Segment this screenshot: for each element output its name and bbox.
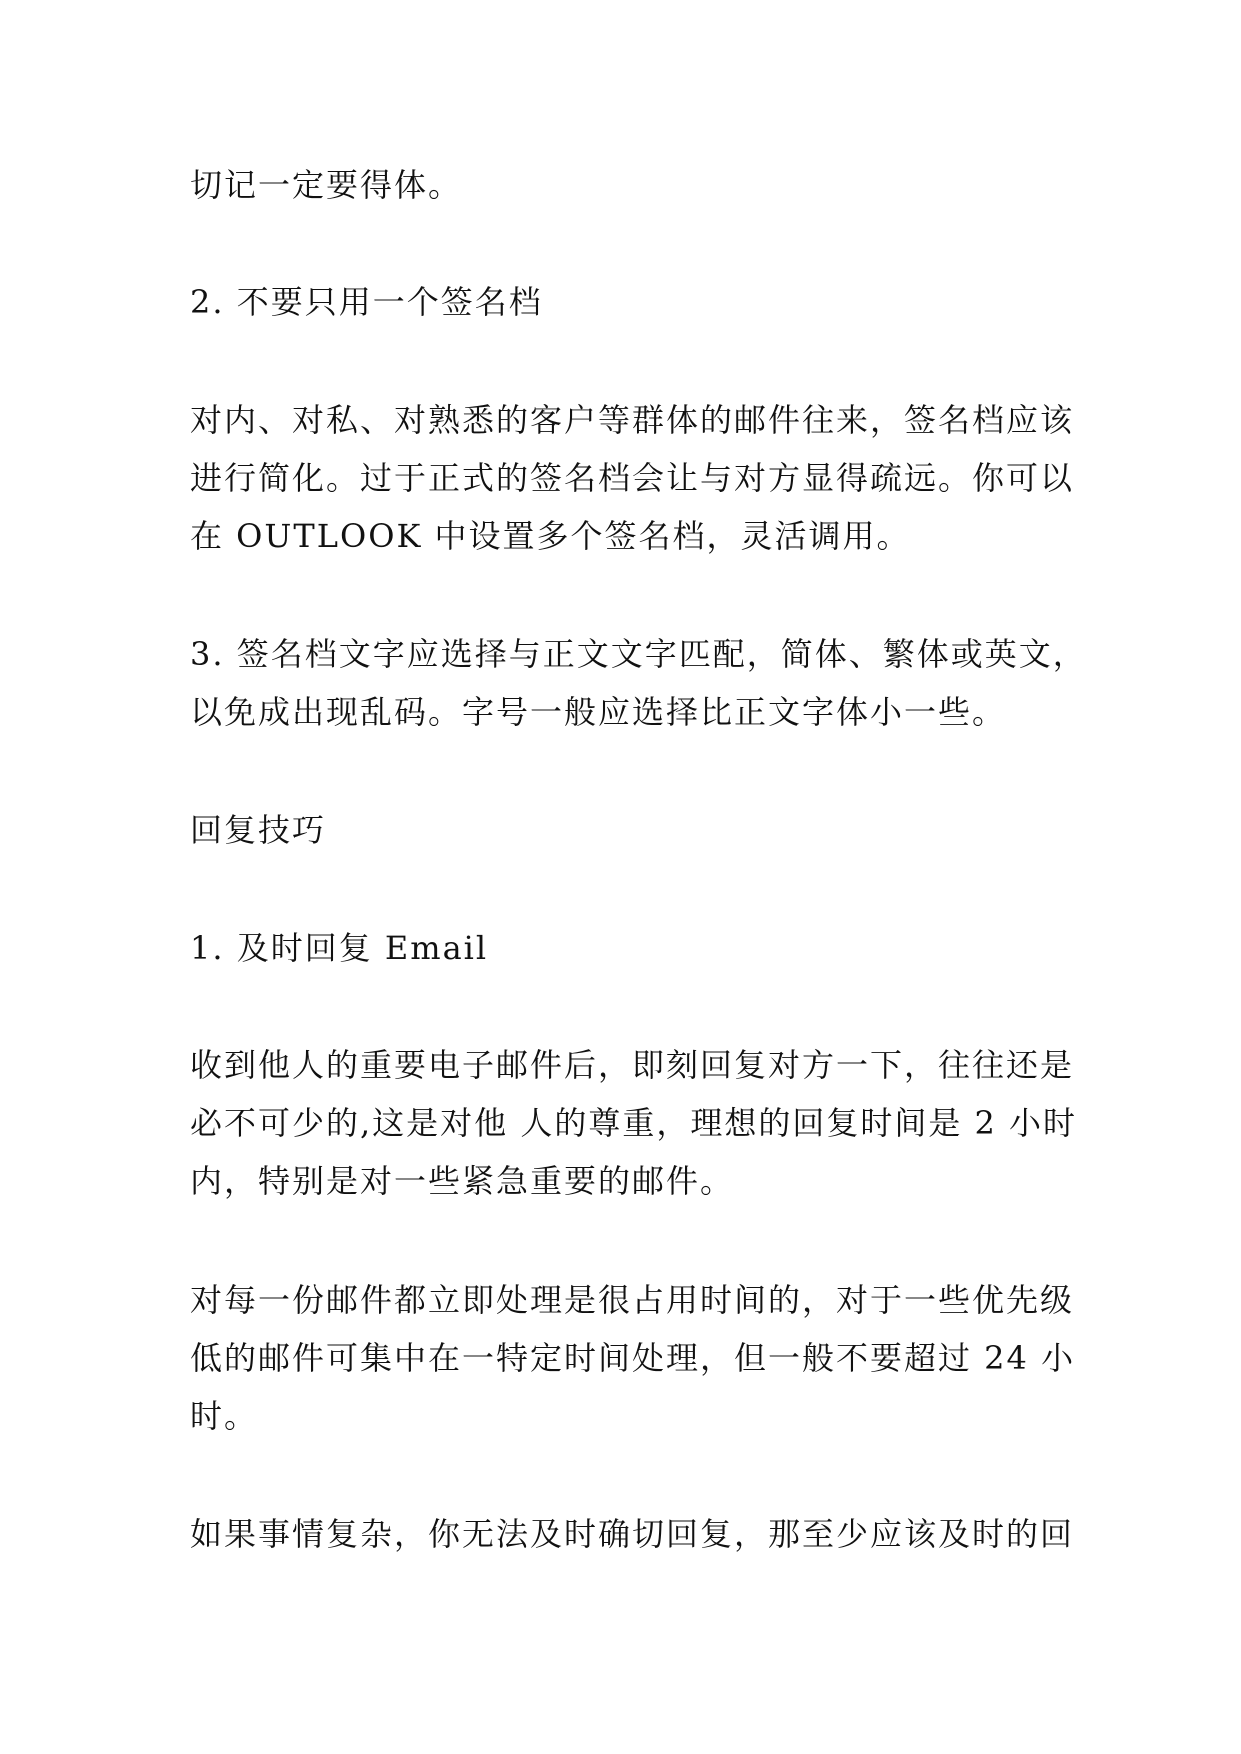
section-heading: 2. 不要只用一个签名档 (190, 283, 543, 321)
text-line: 如果事情复杂，你无法及时确切回复，那至少应该及时的回 (190, 1515, 1075, 1553)
text-line: 内，特别是对一些紧急重要的邮件。 (190, 1162, 735, 1200)
section-heading: 回复技巧 (190, 811, 327, 849)
text-line: 在 OUTLOOK 中设置多个签名档，灵活调用。 (190, 517, 911, 555)
text-line: 低的邮件可集中在一特定时间处理，但一般不要超过 24 小 (190, 1339, 1076, 1377)
text-line: 以免成出现乱码。字号一般应选择比正文字体小一些。 (190, 693, 1007, 731)
text-line: 对每一份邮件都立即处理是很占用时间的，对于一些优先级 (190, 1281, 1075, 1319)
text-line: 时。 (190, 1397, 259, 1435)
text-line: 对内、对私、对熟悉的客户等群体的邮件往来，签名档应该 (190, 401, 1075, 439)
text-line: 收到他人的重要电子邮件后，即刻回复对方一下，往往还是 (190, 1046, 1075, 1084)
text-line: 进行简化。过于正式的签名档会让与对方显得疏远。你可以 (190, 459, 1075, 497)
text-line: 切记一定要得体。 (190, 166, 463, 204)
text-line: 3. 签名档文字应选择与正文文字匹配，简体、繁体或英文， (190, 635, 1087, 673)
text-line: 必不可少的,这是对他 人的尊重，理想的回复时间是 2 小时 (190, 1104, 1078, 1142)
section-heading: 1. 及时回复 Email (190, 929, 489, 967)
